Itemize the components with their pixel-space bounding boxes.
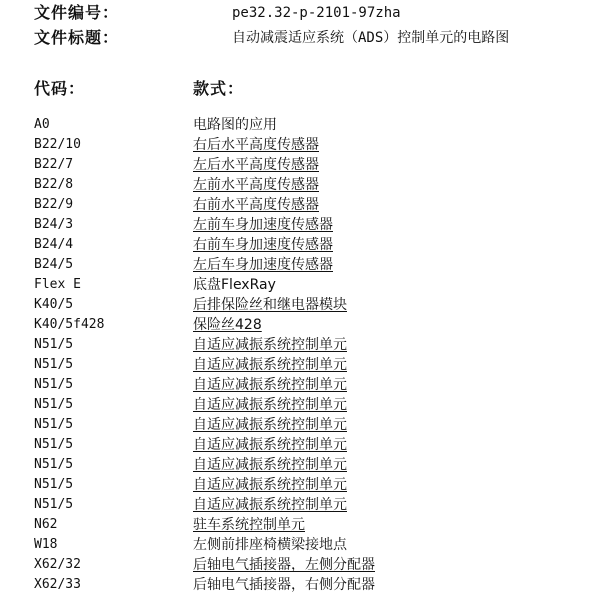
component-description-link[interactable]: 右前水平高度传感器 [193,197,319,213]
component-description: 底盘FlexRay [193,277,276,293]
component-row [0,115,600,135]
component-description-link[interactable]: 自适应减振系统控制单元 [193,417,347,433]
component-description-link[interactable]: 右后水平高度传感器 [193,137,319,153]
code-column-heading: 代码： [34,79,86,98]
component-row [0,295,600,315]
component-description: 后轴电气插接器，右侧分配器 [193,577,375,593]
component-description-link[interactable]: 自适应减振系统控制单元 [193,497,347,513]
component-code: B24/5 [34,257,74,272]
component-description-link[interactable]: 后排保险丝和继电器模块 [193,297,347,313]
component-row [0,555,600,575]
component-description: 电路图的应用 [193,117,277,133]
component-row [0,455,600,475]
component-code: A0 [34,117,50,132]
style-column-heading: 款式： [193,79,245,98]
component-row [0,435,600,455]
component-row [0,495,600,515]
component-code: X62/33 [34,577,81,592]
component-code: N51/5 [34,397,74,412]
component-row [0,475,600,495]
component-code: K40/5 [34,297,74,312]
component-description-link[interactable]: 左前水平高度传感器 [193,177,319,193]
component-description-link[interactable]: 自适应减振系统控制单元 [193,357,347,373]
component-code: X62/32 [34,557,81,572]
component-row [0,155,600,175]
component-row [0,255,600,275]
component-code: N51/5 [34,417,74,432]
document-number-value: pe32.32-p-2101-97zha [232,5,401,21]
component-description-link[interactable]: 后轴电气插接器，左侧分配器 [193,557,375,573]
component-row [0,135,600,155]
component-row [0,395,600,415]
component-row [0,415,600,435]
component-description-link[interactable]: 自适应减振系统控制单元 [193,337,347,353]
component-code: N51/5 [34,357,74,372]
component-code: N51/5 [34,377,74,392]
component-row [0,215,600,235]
component-code: B22/9 [34,197,74,212]
component-description-link[interactable]: 自适应减振系统控制单元 [193,377,347,393]
component-code: Flex E [34,277,81,292]
component-description-link[interactable]: 右前车身加速度传感器 [193,237,333,253]
component-description: 左侧前排座椅横梁接地点 [193,537,347,553]
component-row [0,335,600,355]
document-title-row [0,27,600,49]
component-code: N51/5 [34,457,74,472]
document-number-row [0,2,600,24]
component-code: N62 [34,517,58,532]
component-description-link[interactable]: 左前车身加速度传感器 [193,217,333,233]
component-row [0,235,600,255]
component-row [0,375,600,395]
component-description-link[interactable]: 自适应减振系统控制单元 [193,477,347,493]
component-code: N51/5 [34,337,74,352]
component-code: N51/5 [34,437,74,452]
component-description-link[interactable]: 自适应减振系统控制单元 [193,457,347,473]
component-code: N51/5 [34,497,74,512]
component-code: B22/10 [34,137,81,152]
component-code: B22/7 [34,157,74,172]
component-row [0,175,600,195]
component-row [0,575,600,595]
component-code: B24/4 [34,237,74,252]
component-row [0,315,600,335]
component-row [0,535,600,555]
component-code: W18 [34,537,58,552]
component-description-link[interactable]: 左后车身加速度传感器 [193,257,333,273]
component-code: N51/5 [34,477,74,492]
component-code: B22/8 [34,177,74,192]
component-code: K40/5f428 [34,317,105,332]
component-description-link[interactable]: 左后水平高度传感器 [193,157,319,173]
document-number-label: 文件编号： [34,3,120,22]
component-description-link[interactable]: 保险丝428 [193,317,262,333]
component-code: B24/3 [34,217,74,232]
component-row [0,355,600,375]
document-title-label: 文件标题： [34,28,120,47]
component-row [0,275,600,295]
component-row [0,195,600,215]
component-row [0,515,600,535]
document-title-value: 自动减震适应系统（ADS）控制单元的电路图 [232,30,510,46]
component-list [0,115,600,595]
component-description-link[interactable]: 自适应减振系统控制单元 [193,397,347,413]
component-description-link[interactable]: 驻车系统控制单元 [193,517,305,533]
component-description-link[interactable]: 自适应减振系统控制单元 [193,437,347,453]
